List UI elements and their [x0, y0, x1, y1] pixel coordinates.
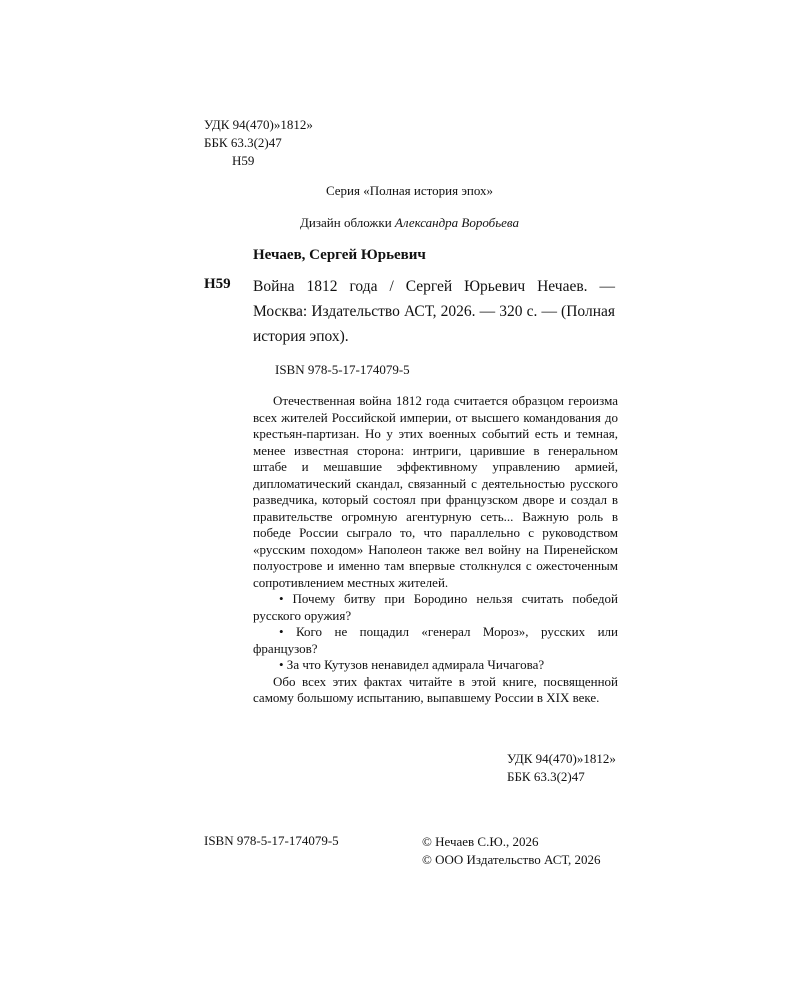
abstract-closing: Обо всех этих фактах читайте в этой книге, посвященной самому большому испытанию, выпавшему России в XIX веке.	[253, 673, 618, 705]
bibliographic-record: Война 1812 года / Сергей Юрьевич Нечаев. — Москва: Издательство АСТ, 2026. — 320 с. — (Полная история эпох).	[253, 278, 615, 345]
copyright-author: © Нечаев С.Ю., 2026	[422, 834, 539, 849]
abstract-paragraph: Отечественная война 1812 года считается образцом героизма всех жителей Российской империи, от высшего командования до крестьян-партизан. Но у этих военных событий есть и темная, менее известная сторона: интриги, царившие в генеральном штабе и мешавшие эффективному управлению армией, дипломатический скандал, связанный с деятельностью русского разведчика, который состоял при французском дворе и создал в правительстве огромную агентурную сеть... Важную роль в победе России сыграло то, что параллельно с руководством «русским походом» Наполеон также вел войну на Пиренейском полуострове и именно там впервые столкнулся с ожесточенным сопротивлением местных жителей.	[253, 393, 618, 590]
abstract-question: • Кого не пощадил «генерал Мороз», русских или французов?	[253, 624, 618, 656]
bbk-code: ББК 63.3(2)47	[204, 135, 282, 150]
series-line: Серия «Полная история эпох»	[325, 183, 494, 198]
cover-designer-name: Александра Воробьева	[394, 215, 519, 230]
bbk-code-bottom: ББК 63.3(2)47	[507, 769, 585, 784]
cover-design-prefix: Дизайн обложки	[300, 215, 395, 230]
author-code: Н59	[204, 276, 231, 292]
cover-design-line	[204, 215, 615, 231]
footer-isbn: ISBN 978-5-17-174079-5	[204, 833, 339, 848]
isbn-record: ISBN 978-5-17-174079-5	[275, 362, 410, 377]
classification-block	[204, 116, 313, 170]
author-mark: Н59	[232, 153, 255, 168]
copyright-block	[422, 833, 601, 869]
copyright-publisher: © ООО Издательство АСТ, 2026	[422, 852, 601, 867]
bottom-classification-block	[507, 750, 616, 786]
abstract-question: • За что Кутузов ненавидел адмирала Чичагова?	[279, 657, 545, 672]
abstract	[253, 393, 618, 707]
abstract-question: • Почему битву при Бородино нельзя считать победой русского оружия?	[253, 591, 618, 623]
udk-code-bottom: УДК 94(470)»1812»	[507, 751, 616, 766]
udk-code: УДК 94(470)»1812»	[204, 117, 313, 132]
author-heading: Нечаев, Сергей Юрьевич	[253, 247, 426, 263]
